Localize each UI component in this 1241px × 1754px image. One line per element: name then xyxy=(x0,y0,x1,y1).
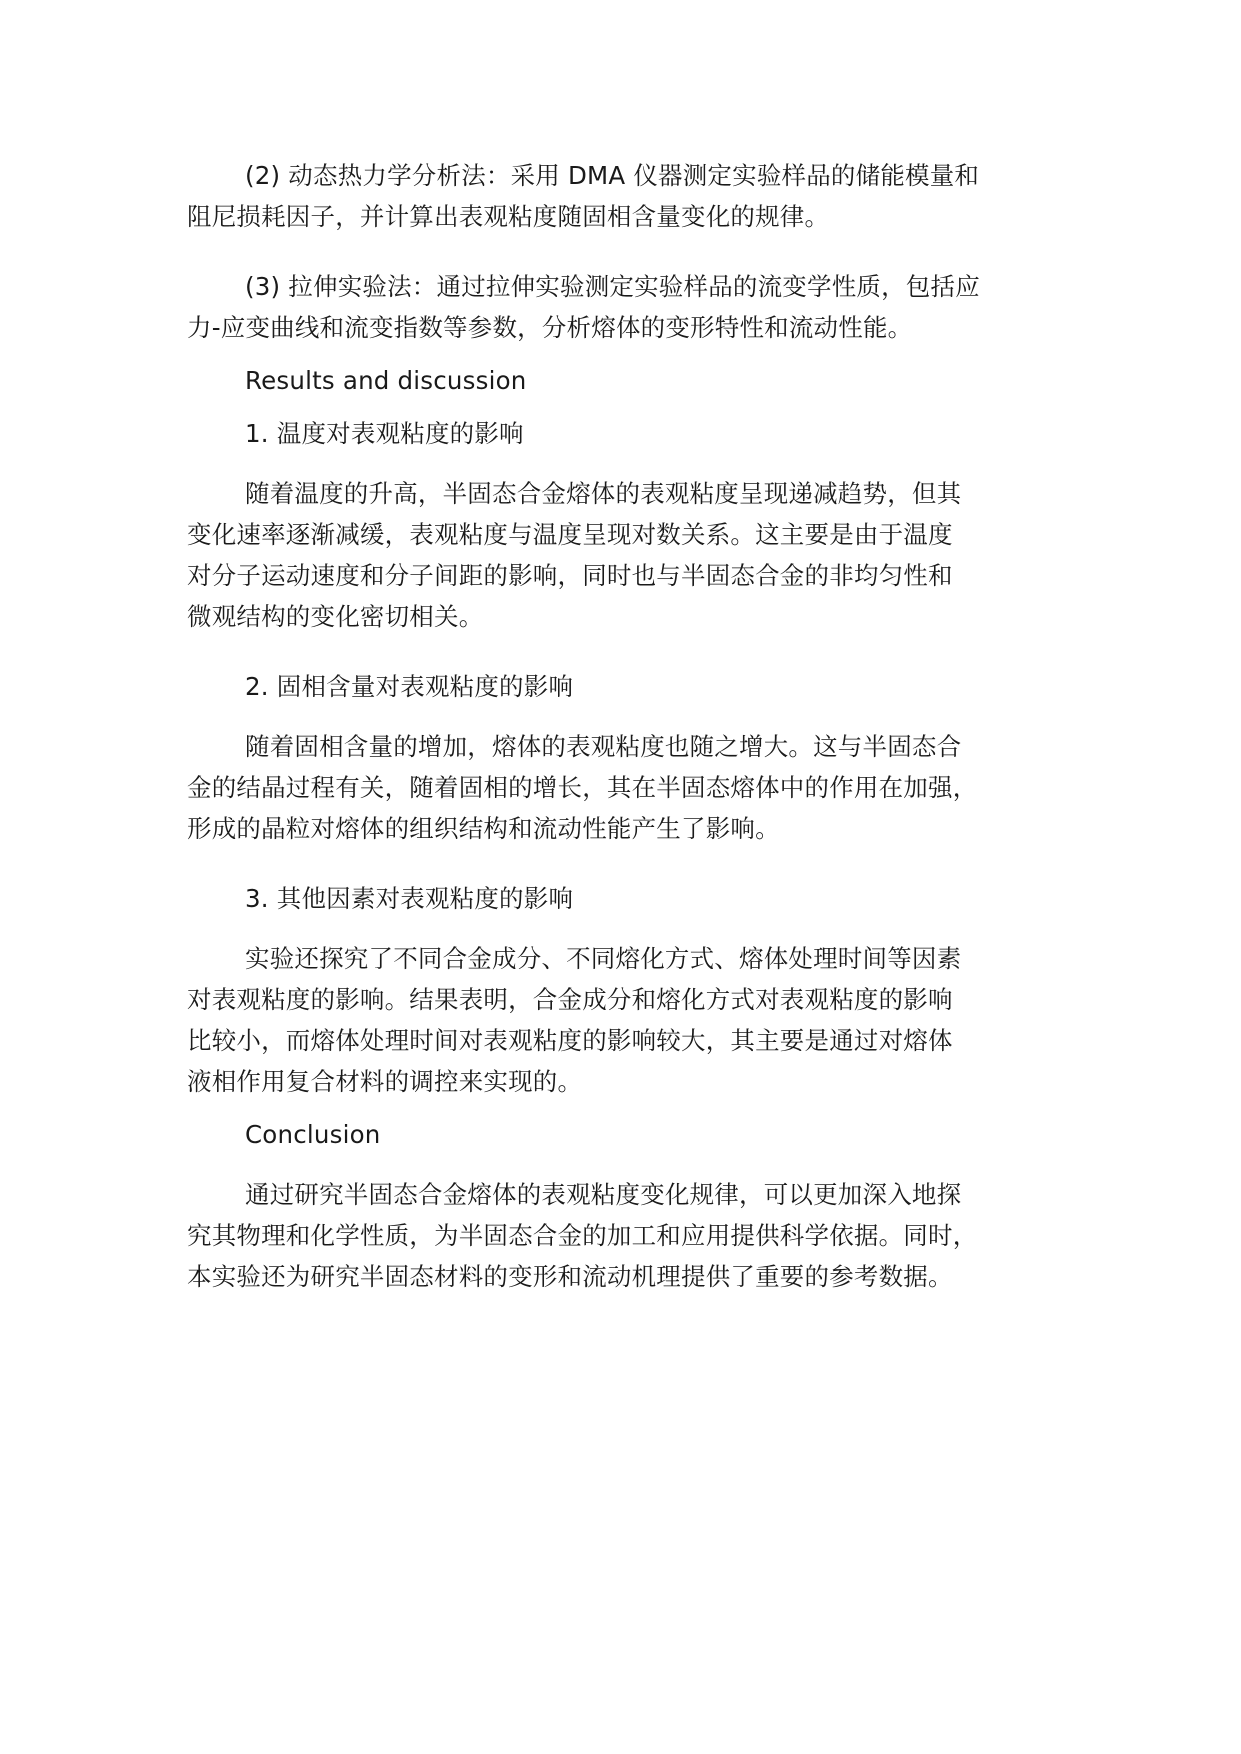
text-line: 1. 温度对表观粘度的影响 xyxy=(245,419,524,448)
text-line: (3) 拉伸实验法：通过拉伸实验测定实验样品的流变学性质，包括应 xyxy=(245,272,980,301)
text-line: Conclusion xyxy=(245,1120,381,1149)
heading-other-factors xyxy=(187,878,1087,919)
document-body xyxy=(187,155,1087,1297)
paragraph-other-factors xyxy=(187,938,1087,1102)
text-line: 实验还探究了不同合金成分、不同熔化方式、熔体处理时间等因素 xyxy=(245,944,962,973)
text-line: 对分子运动速度和分子间距的影响，同时也与半固态合金的非均匀性和 xyxy=(187,561,953,590)
paragraph-temperature-effect xyxy=(187,473,1087,637)
text-line: 2. 固相含量对表观粘度的影响 xyxy=(245,672,574,701)
text-line: 形成的晶粒对熔体的组织结构和流动性能产生了影响。 xyxy=(187,814,780,843)
paragraph-solid-fraction-effect xyxy=(187,726,1087,849)
text-line: 比较小，而熔体处理时间对表观粘度的影响较大，其主要是通过对熔体 xyxy=(187,1026,953,1055)
text-line: 变化速率逐渐减缓，表观粘度与温度呈现对数关系。这主要是由于温度 xyxy=(187,520,953,549)
text-line: 本实验还为研究半固态材料的变形和流动机理提供了重要的参考数据。 xyxy=(187,1262,953,1291)
text-line: 阻尼损耗因子，并计算出表观粘度随固相含量变化的规律。 xyxy=(187,202,830,231)
heading-conclusion xyxy=(187,1114,1087,1155)
text-line: Results and discussion xyxy=(245,366,527,395)
paragraph-dma-method xyxy=(187,155,1087,237)
text-line: 液相作用复合材料的调控来实现的。 xyxy=(187,1067,583,1096)
paragraph-conclusion xyxy=(187,1174,1087,1297)
text-line: (2) 动态热力学分析法：采用 DMA 仪器测定实验样品的储能模量和 xyxy=(245,161,980,190)
text-line: 通过研究半固态合金熔体的表观粘度变化规律，可以更加深入地探 xyxy=(245,1180,962,1209)
text-line: 究其物理和化学性质，为半固态合金的加工和应用提供科学依据。同时， xyxy=(187,1221,978,1250)
text-line: 3. 其他因素对表观粘度的影响 xyxy=(245,884,574,913)
text-line: 对表观粘度的影响。结果表明，合金成分和熔化方式对表观粘度的影响 xyxy=(187,985,953,1014)
heading-results-discussion xyxy=(187,360,1087,401)
paragraph-tensile-method xyxy=(187,266,1087,348)
text-line: 随着温度的升高，半固态合金熔体的表观粘度呈现递减趋势，但其 xyxy=(245,479,962,508)
text-line: 随着固相含量的增加，熔体的表观粘度也随之增大。这与半固态合 xyxy=(245,732,962,761)
text-line: 力-应变曲线和流变指数等参数，分析熔体的变形特性和流动性能。 xyxy=(187,313,913,342)
heading-temperature-effect xyxy=(187,413,1087,454)
heading-solid-fraction-effect xyxy=(187,666,1087,707)
text-line: 金的结晶过程有关，随着固相的增长，其在半固态熔体中的作用在加强， xyxy=(187,773,978,802)
text-line: 微观结构的变化密切相关。 xyxy=(187,602,484,631)
